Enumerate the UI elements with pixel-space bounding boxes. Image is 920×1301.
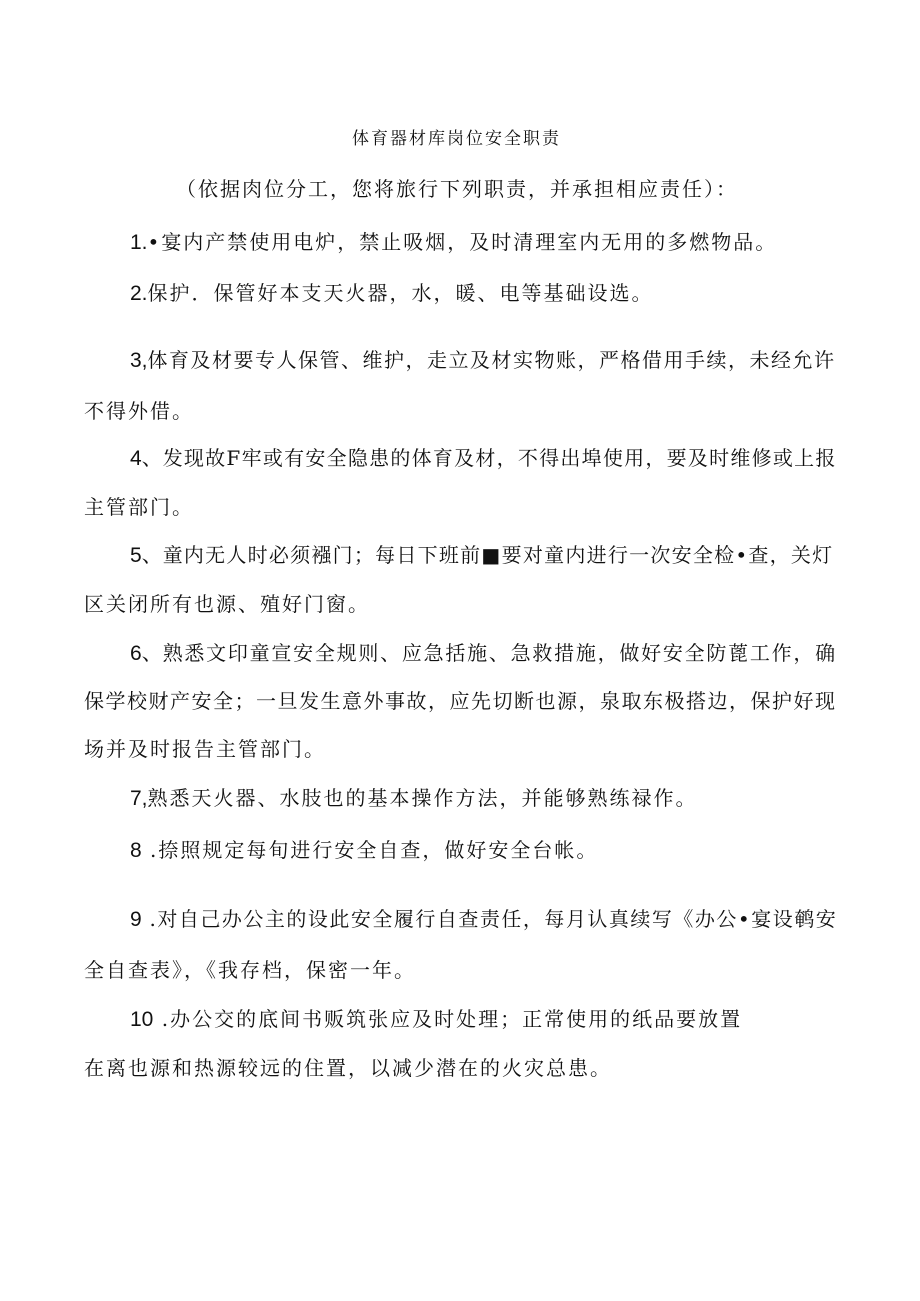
item-number: 6、	[130, 642, 163, 665]
item-text: .办公交的底间书贩筑张应及时处理；正常使用的纸品要放置	[153, 1007, 743, 1031]
item-number: 1.	[130, 231, 148, 254]
item-number: 5、	[130, 544, 163, 567]
duty-item-6	[130, 640, 837, 667]
duty-item-6-continued: 保学校财产安全；一旦发生意外事故，应先切断也源，泉取东极搭边，保护好现	[84, 689, 837, 713]
document-title: 体育器材库岗位安全职责	[352, 129, 561, 149]
item-number: 8	[130, 839, 142, 862]
duty-item-1	[130, 229, 777, 256]
item-text: 童内无人时必须襁门；每日下班前■要对童内进行一次安全检•查，关灯	[162, 543, 834, 567]
duty-item-4	[130, 445, 837, 472]
duty-item-3-continued: 不得外借。	[84, 399, 194, 423]
item-number: 9	[130, 908, 142, 931]
item-text: 熟悉天火器、水肢也的基本操作方法，并能够熟练禄作。	[147, 786, 698, 810]
duty-item-6-continued: 场并及时报告主管部门。	[84, 737, 326, 761]
duty-item-7	[130, 785, 698, 812]
item-number: 7,	[130, 787, 148, 810]
duty-item-4-continued: 主管部门。	[84, 495, 194, 519]
duty-item-10	[130, 1006, 742, 1033]
item-number: 4、	[130, 447, 163, 470]
item-text: 熟悉文印童宣安全规则、应急括施、急救措施，做好安全防蓖工作，确	[162, 641, 837, 665]
duty-item-8	[130, 837, 598, 864]
item-number: 3,	[130, 349, 148, 372]
item-text: .对自己办公主的设此安全履行自查责任，每月认真续写《办公•宴设鹌安	[141, 907, 838, 931]
duty-item-9-continued: 全自查表》，《我存档，保密一年。	[84, 958, 416, 982]
item-number: 2.	[130, 282, 148, 305]
duty-item-2	[130, 280, 654, 307]
item-text: 保护．保管好本支天火器，水，暖、电等基础设选。	[147, 281, 654, 305]
item-text: 发现故F牢或有安全隐患的体育及材，不得出埠使用，要及时维修或上报	[162, 446, 837, 470]
item-text: •宴内产禁使用电炉，禁止吸烟，及时清理室内无用的多燃物品。	[147, 230, 778, 254]
document-subtitle: （依据肉位分工，您将旅行下列职责，并承担相应责任）：	[176, 177, 738, 201]
item-number: 10	[130, 1008, 154, 1031]
item-text: .捺照规定每旬进行安全自查，做好安全台帐。	[141, 838, 599, 862]
duty-item-3	[130, 347, 836, 374]
duty-item-10-continued: 在离也源和热源较远的住置，以减少潜在的火灾总患。	[84, 1056, 612, 1080]
duty-item-5-continued: 区关闭所有也源、殖好门窗。	[84, 592, 370, 616]
duty-item-9	[130, 906, 837, 933]
item-text: 体育及材要专人保管、维护，走立及材实物账，严格借用手续，未经允许	[147, 348, 836, 372]
duty-item-5	[130, 542, 833, 569]
